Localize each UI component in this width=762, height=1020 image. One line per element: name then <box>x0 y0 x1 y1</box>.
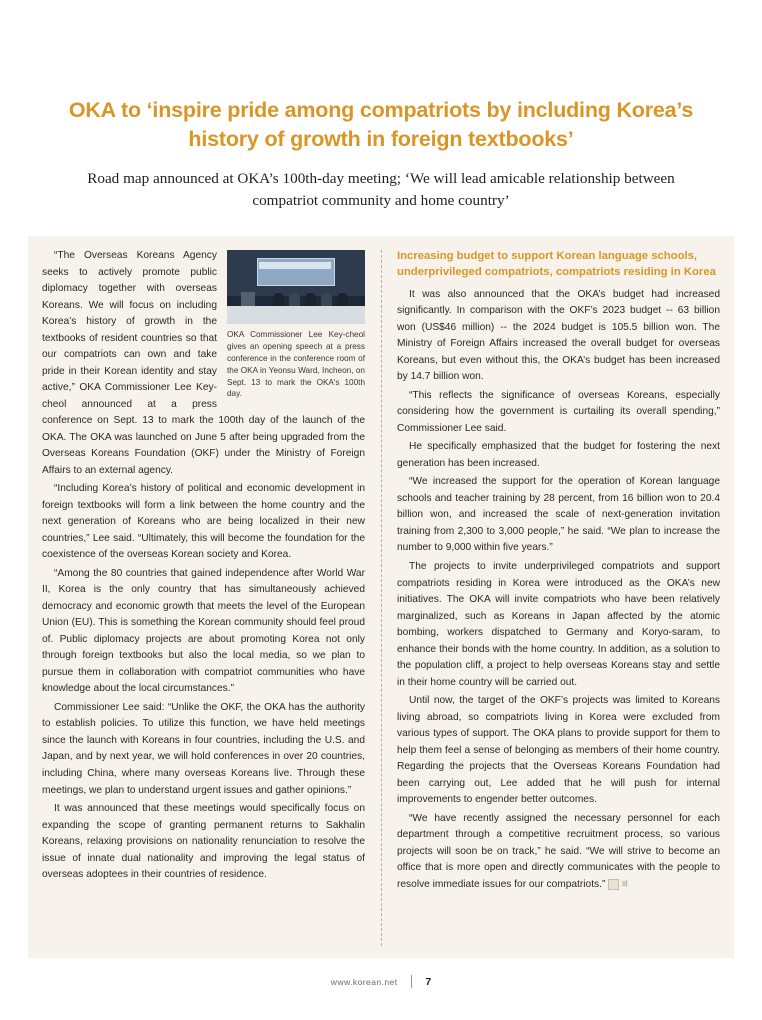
paragraph: It was also announced that the OKA’s budget had increased significantly. In comparison with the OKF’s 2023 budget -- 63 billion won (US$46 million) -- the 2024 budget is 105.5 billion won. The Ministry of Foreign Affairs increased the overall budget for overseas Koreans, but even without this, the OKA’s budget has been increased by 14.7 billion won. <box>397 288 720 383</box>
paragraph: “Including Korea’s history of political and economic development in foreign textbooks will form a link between the home country and the next generation of Koreans who are being localized in their new countries,” Lee said. “Ultimately, this will become the foundation for the coexistence of the overseas Korean society and Korea. <box>42 483 365 561</box>
footer-divider <box>411 975 412 988</box>
page-number: 7 <box>425 976 432 988</box>
paragraph: “We increased the support for the operation of Korean language schools and teacher training by 28 percent, from 16 billion won to 20.4 billion won, and increased the scale of next-generation invitation training from 2,300 to 3,000 people,” he said. “We plan to increase the number to 9,000 within five years.” <box>397 476 720 554</box>
footer-website: www.korean.net <box>330 977 398 987</box>
photo-block <box>227 250 365 400</box>
paragraph-text: “We have recently assigned the necessary personnel for each department through a competitive recruitment process, so various projects will soon be on track,” he said. “We will strive to become an office that is more open and directly communicates with the people to resolve immediate issues for our compatriots.” <box>397 812 720 890</box>
paragraph: It was announced that these meetings would specifically focus on expanding the scope of granting permanent returns to Sakhalin Koreans, relaxing provisions on nationality renunciation to resolve the issue of innate dual nationality and improving the legal status of overseas adoptees in their countries of residence. <box>42 803 365 881</box>
paragraph: Commissioner Lee said: “Unlike the OKF, the OKA has the authority to establish policies. To utilize this function, we have held meetings since the launch with Koreans in four countries, including the U.S. and Japan, and by next year, we will hold conferences in over 20 countries, including China, where many overseas Koreans live. Through these meetings, we plan to understand urgent issues and gather opinions.” <box>42 701 365 796</box>
article-subheadline: Road map announced at OKA’s 100th-day meeting; ‘We will lead amicable relationship between compatriot community and home country’ <box>87 170 675 209</box>
column-divider <box>381 250 382 946</box>
page-title: OKA to ‘inspire pride among compatriots by including Korea’s history of growth in foreign textbooks’ <box>68 98 694 152</box>
article-columns <box>42 248 720 948</box>
end-mark-icon: 외 <box>608 879 619 890</box>
paragraph: The projects to invite underprivileged compatriots and support compatriots residing in Korea were introduced as the OKA’s new initiatives. The OKA will invite compatriots who have been relatively marginalized, such as Koreans in Japan affected by the atomic bombing, workers dispatched to Germany and Koryo-saram, to enhance their bonds with the home country. In addition, as a solution to the population cliff, a project to help overseas Koreans stay and settle in their home country will be carried out. <box>397 561 720 688</box>
page-footer <box>0 972 762 990</box>
section-heading: Increasing budget to support Korean language schools, underprivileged compatriots, compatriots residing in Korea <box>397 250 716 279</box>
paragraph: “This reflects the significance of overseas Koreans, especially considering how the government is curtailing its overall spending,” Commissioner Lee said. <box>397 389 720 434</box>
press-conference-photo <box>227 250 365 324</box>
conference-table <box>227 306 365 324</box>
paragraph-final <box>397 811 720 894</box>
article-header <box>28 96 734 211</box>
paragraph: “The Overseas Koreans Agency seeks to actively promote public diplomacy together with overseas Koreans. We will focus on including Korea’s history of growth in the textbooks of resident countries so that our compatriots can own and take pride in their Korean identity and stay active,” OKA Commissioner Lee Key-cheol announced at a press conference on Sept. 13 to mark the 100th day of the launch of the OKA. The OKA was launched on June 5 after being upgraded from the Overseas Koreans Foundation (OKF) under the Ministry of Foreign Affairs to an external agency. <box>42 250 365 476</box>
paragraph: “Among the 80 countries that gained independence after World War II, Korea is the only country that has simultaneously achieved democracy and economic growth that meets the level of the European Union (EU). This is something the Korean community should feel proud of. Public diplomacy projects are about promoting Korea not only through foreign textbooks but also the local media, so we plan to pursue them in collaboration with compatriot communities who have knowledge about the local circumstances.” <box>42 567 365 695</box>
left-column <box>42 248 365 948</box>
right-column <box>397 248 720 948</box>
projection-screen-banner <box>259 262 331 269</box>
paragraph: He specifically emphasized that the budget for fostering the next generation has been increased. <box>397 441 720 469</box>
paragraph: Until now, the target of the OKF’s projects was limited to Koreans living abroad, so compatriots living in Korea were excluded from various types of support. The OKA plans to provide support for them to help them feel a sense of belonging as members of their home country. Regarding the projects that the Overseas Koreans Foundation had been carrying out, Lee added that he will push for internal improvements to engender better outcomes. <box>397 695 720 806</box>
photo-caption: OKA Commissioner Lee Key-cheol gives an opening speech at a press conference in the conference room of the OKA in Yeonsu Ward, Incheon, on Sept. 13 to mark the OKA's 100th day. <box>227 330 365 399</box>
